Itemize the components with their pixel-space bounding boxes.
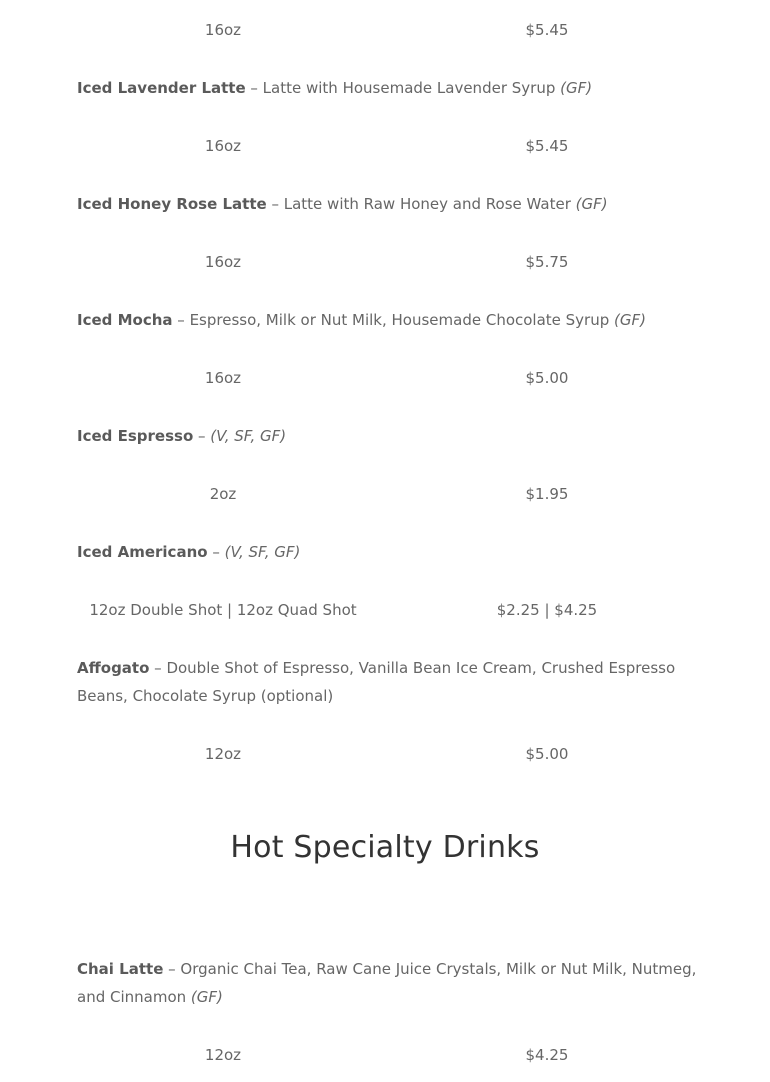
price-label: $5.00 bbox=[525, 745, 569, 763]
item-name: Iced Lavender Latte bbox=[77, 79, 246, 97]
item-name: Iced Espresso bbox=[77, 427, 194, 445]
item-description: – bbox=[193, 427, 211, 445]
price-label: $5.75 bbox=[525, 253, 569, 271]
section-heading: Hot Specialty Drinks bbox=[230, 830, 540, 865]
menu-item-iced-honey-rose-latte bbox=[77, 190, 697, 218]
menu-item-iced-lavender-latte bbox=[77, 74, 697, 102]
price-label: $5.00 bbox=[525, 369, 569, 387]
diet-tags: (GF) bbox=[614, 311, 646, 329]
size-label: 16oz bbox=[204, 137, 242, 155]
menu-item-iced-mocha bbox=[77, 306, 697, 334]
size-label: 16oz bbox=[204, 369, 242, 387]
item-description: – Double Shot of Espresso, Vanilla Bean Ice Cream, Crushed Espresso Beans, Chocolate Syrup (optional) bbox=[77, 659, 676, 705]
size-label: 16oz bbox=[204, 21, 242, 39]
diet-tags: (GF) bbox=[575, 195, 608, 213]
menu-item-iced-americano bbox=[77, 538, 697, 566]
size-label: 2oz bbox=[209, 485, 237, 503]
price-label: $4.25 bbox=[525, 1046, 569, 1064]
item-description: – bbox=[207, 543, 225, 561]
menu-item-chai-latte bbox=[77, 955, 697, 1011]
diet-tags: (GF) bbox=[190, 988, 223, 1006]
item-name: Iced Americano bbox=[77, 543, 208, 561]
size-label: 12oz bbox=[204, 745, 242, 763]
item-description: – Latte with Housemade Lavender Syrup bbox=[245, 79, 561, 97]
diet-tags: (V, SF, GF) bbox=[224, 543, 301, 561]
item-name: Chai Latte bbox=[77, 960, 164, 978]
diet-tags: (V, SF, GF) bbox=[210, 427, 287, 445]
item-name: Iced Mocha bbox=[77, 311, 173, 329]
item-name: Affogato bbox=[77, 659, 150, 677]
price-label: $5.45 bbox=[525, 137, 569, 155]
price-label: $2.25 | $4.25 bbox=[496, 601, 598, 619]
item-description: – Organic Chai Tea, Raw Cane Juice Crystals, Milk or Nut Milk, Nutmeg, and Cinnamon bbox=[77, 960, 697, 1006]
item-description: – Espresso, Milk or Nut Milk, Housemade Chocolate Syrup bbox=[172, 311, 615, 329]
menu-item-affogato bbox=[77, 654, 697, 710]
menu-item-iced-espresso bbox=[77, 422, 697, 450]
item-description: – Latte with Raw Honey and Rose Water bbox=[266, 195, 576, 213]
size-label: 12oz bbox=[204, 1046, 242, 1064]
price-label: $1.95 bbox=[525, 485, 569, 503]
item-name: Iced Honey Rose Latte bbox=[77, 195, 267, 213]
size-label: 12oz Double Shot | 12oz Quad Shot bbox=[89, 601, 357, 619]
price-label: $5.45 bbox=[525, 21, 569, 39]
size-label: 16oz bbox=[204, 253, 242, 271]
diet-tags: (GF) bbox=[560, 79, 593, 97]
